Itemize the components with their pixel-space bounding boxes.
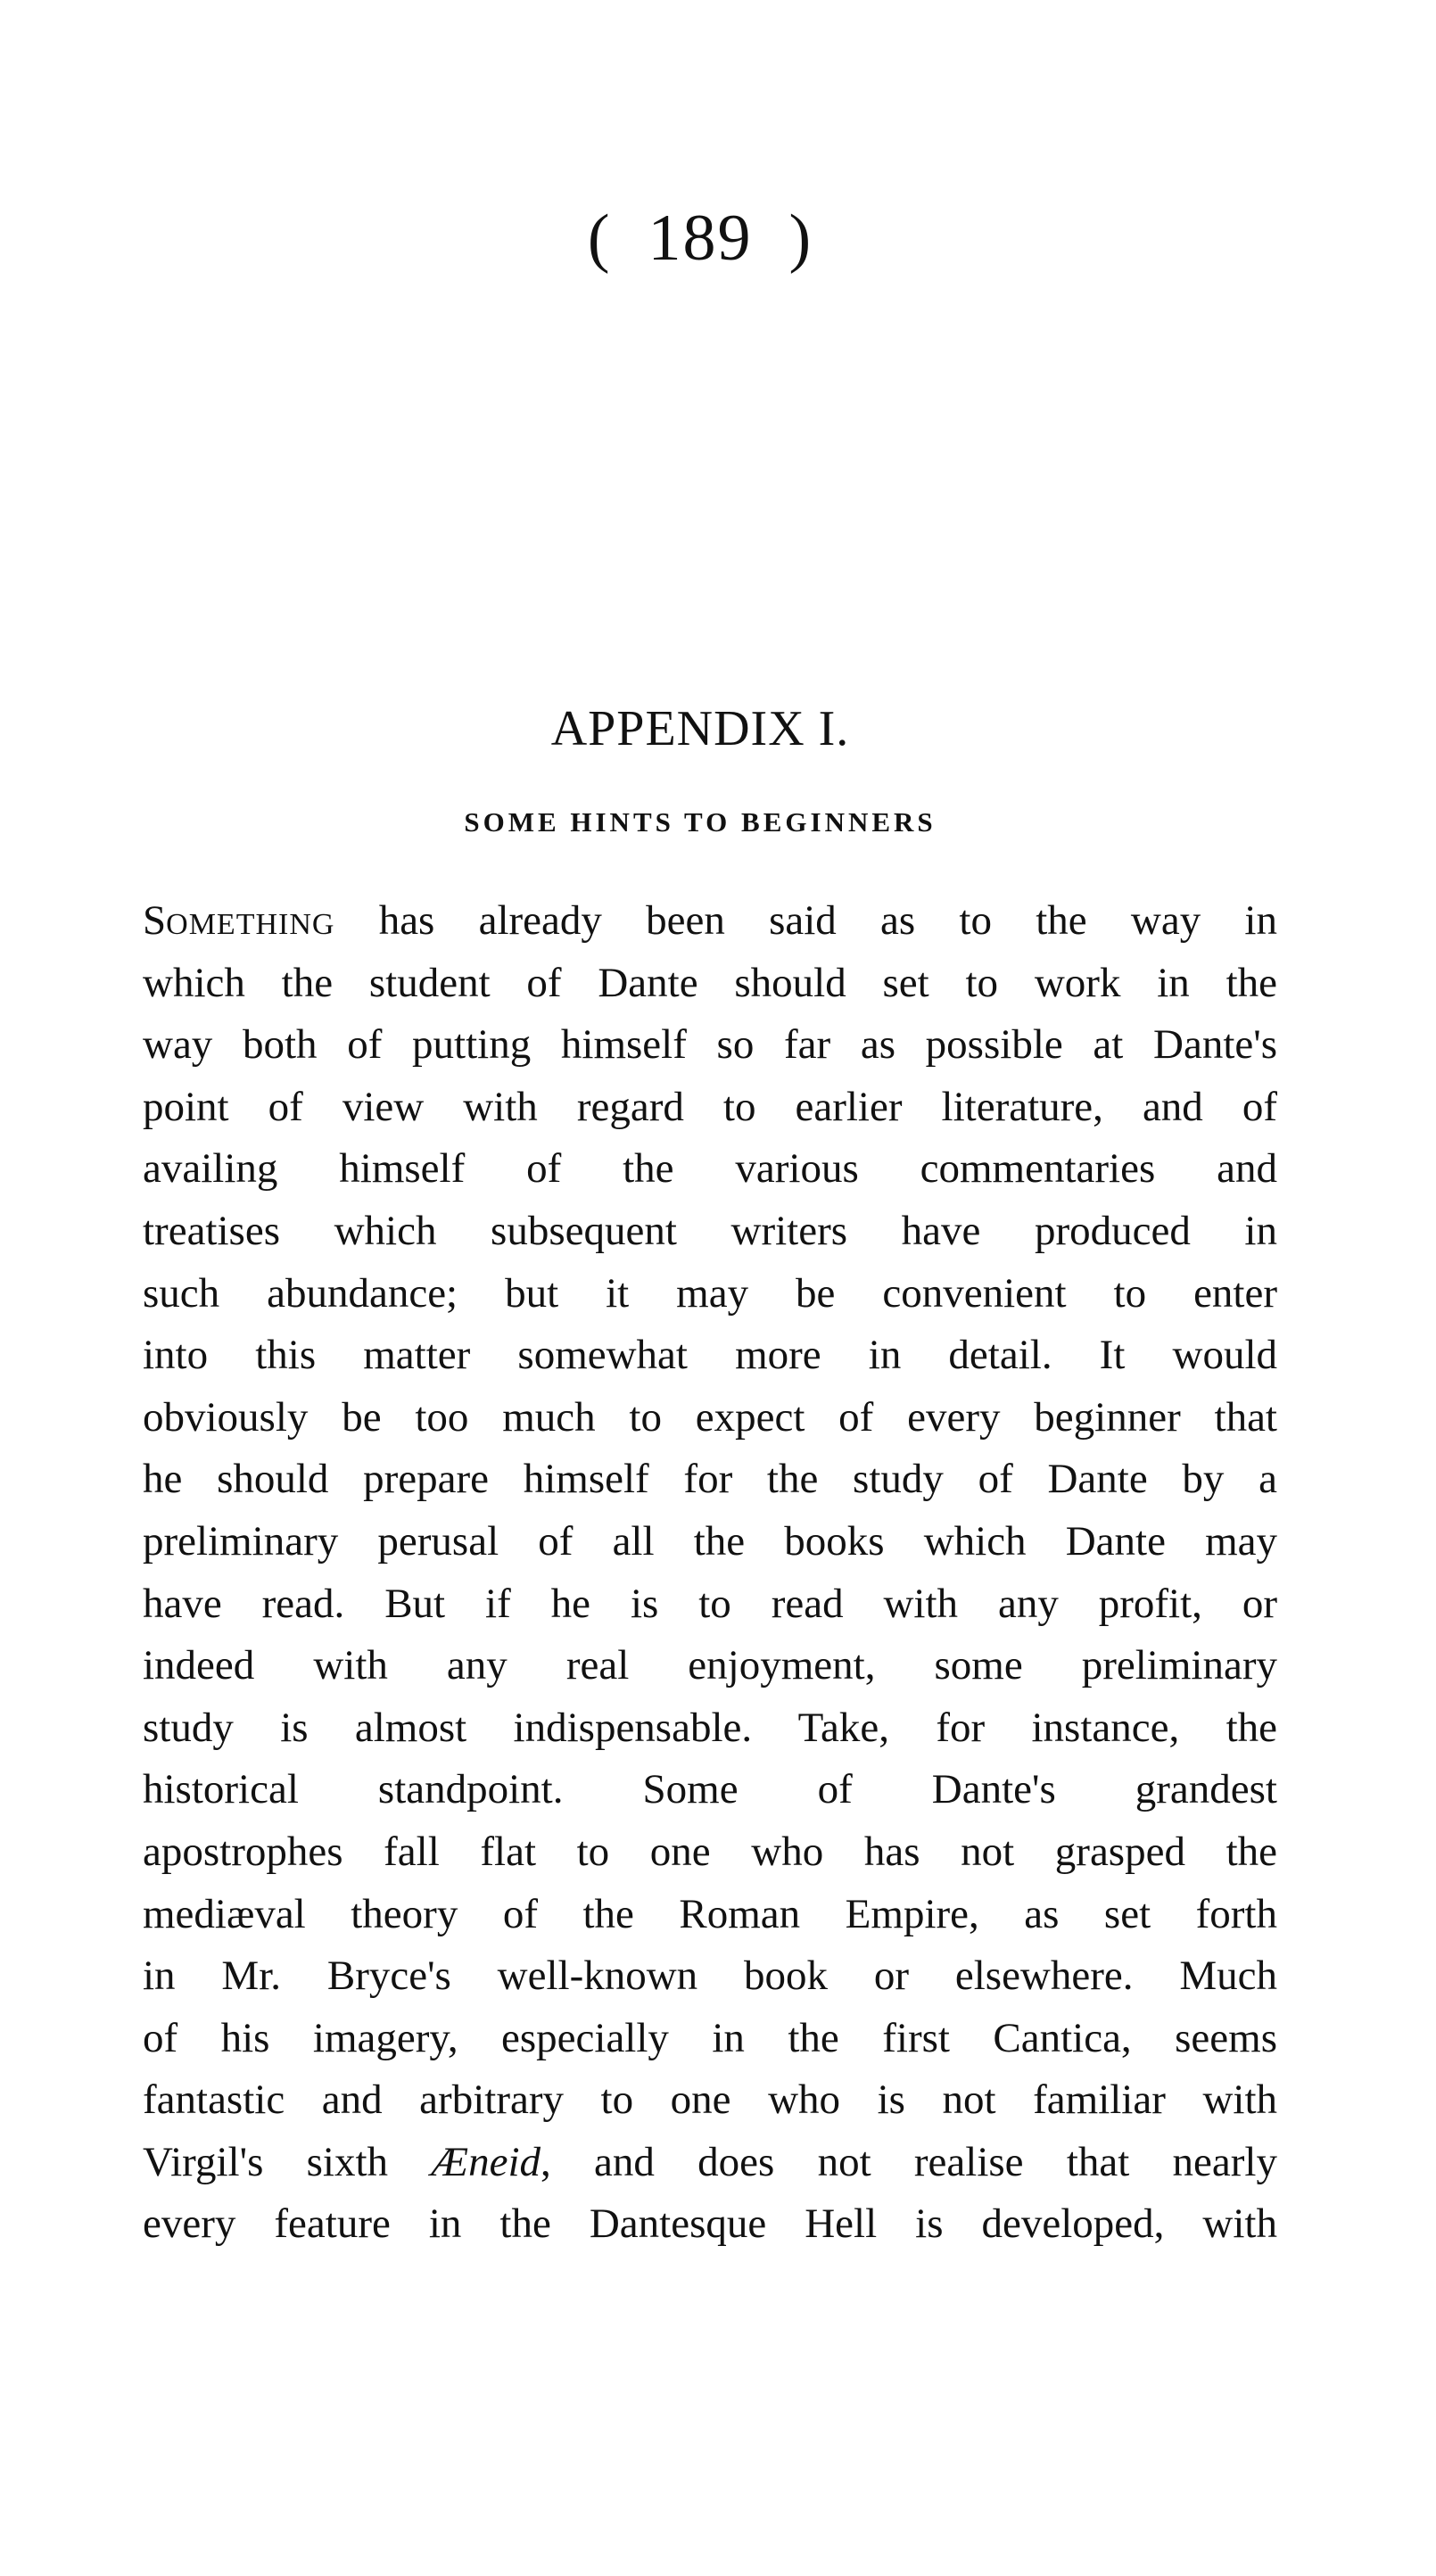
text-line: point of view with regard to earlier literature, and of <box>143 1083 1277 1130</box>
text-line: fantastic and arbitrary to one who is not familiar with <box>143 2076 1277 2124</box>
text-line: historical standpoint. Some of Dante's grandest <box>143 1766 1277 1813</box>
text-line: obviously be too much to expect of every beginner that <box>143 1393 1277 1441</box>
text-line: every feature in the Dantesque Hell is developed, with <box>143 2200 1277 2248</box>
text-line: into this matter somewhat more in detail. It would <box>143 1332 1277 1379</box>
body-paragraph <box>143 890 1277 2256</box>
text-line: availing himself of the various commentaries and <box>143 1145 1277 1193</box>
page-number: ( 189 ) <box>587 202 813 275</box>
text-line <box>143 890 1277 953</box>
text-line: way both of putting himself so far as possible at Dante's <box>143 1021 1277 1069</box>
text-line-content: has already been said as to the way in <box>334 897 1277 944</box>
text-line: which the student of Dante should set to work in the <box>143 959 1277 1006</box>
small-caps-initial: S <box>143 897 167 944</box>
text-line: treatises which subsequent writers have produced in <box>143 1207 1277 1254</box>
text-line: have read. But if he is to read with any profit, or <box>143 1580 1277 1627</box>
text-line: mediæval theory of the Roman Empire, as set forth <box>143 1890 1277 1937</box>
text-line <box>143 2132 1277 2194</box>
text-line: in Mr. Bryce's well-known book or elsewhere. Much <box>143 1953 1277 2000</box>
text-line: such abundance; but it may be convenient to enter <box>143 1269 1277 1317</box>
appendix-heading: APPENDIX I. <box>550 701 850 756</box>
text-line: of his imagery, especially in the first Cantica, seems <box>143 2014 1277 2061</box>
text-line: preliminary perusal of all the books which Dante may <box>143 1517 1277 1565</box>
text-line: indeed with any real enjoyment, some preliminary <box>143 1642 1277 1689</box>
text-line-before: Virgil's sixth <box>143 2138 432 2185</box>
small-caps-rest: OMETHING <box>166 908 335 941</box>
italic-title: Æneid <box>431 2138 541 2185</box>
text-line: he should prepare himself for the study of Dante by a <box>143 1456 1277 1503</box>
text-line: study is almost indispensable. Take, for instance, the <box>143 1704 1277 1751</box>
text-line: apostrophes fall flat to one who has not grasped the <box>143 1828 1277 1875</box>
text-line-after: , and does not realise that nearly <box>541 2138 1277 2185</box>
appendix-subheading: SOME HINTS TO BEGINNERS <box>464 806 937 838</box>
